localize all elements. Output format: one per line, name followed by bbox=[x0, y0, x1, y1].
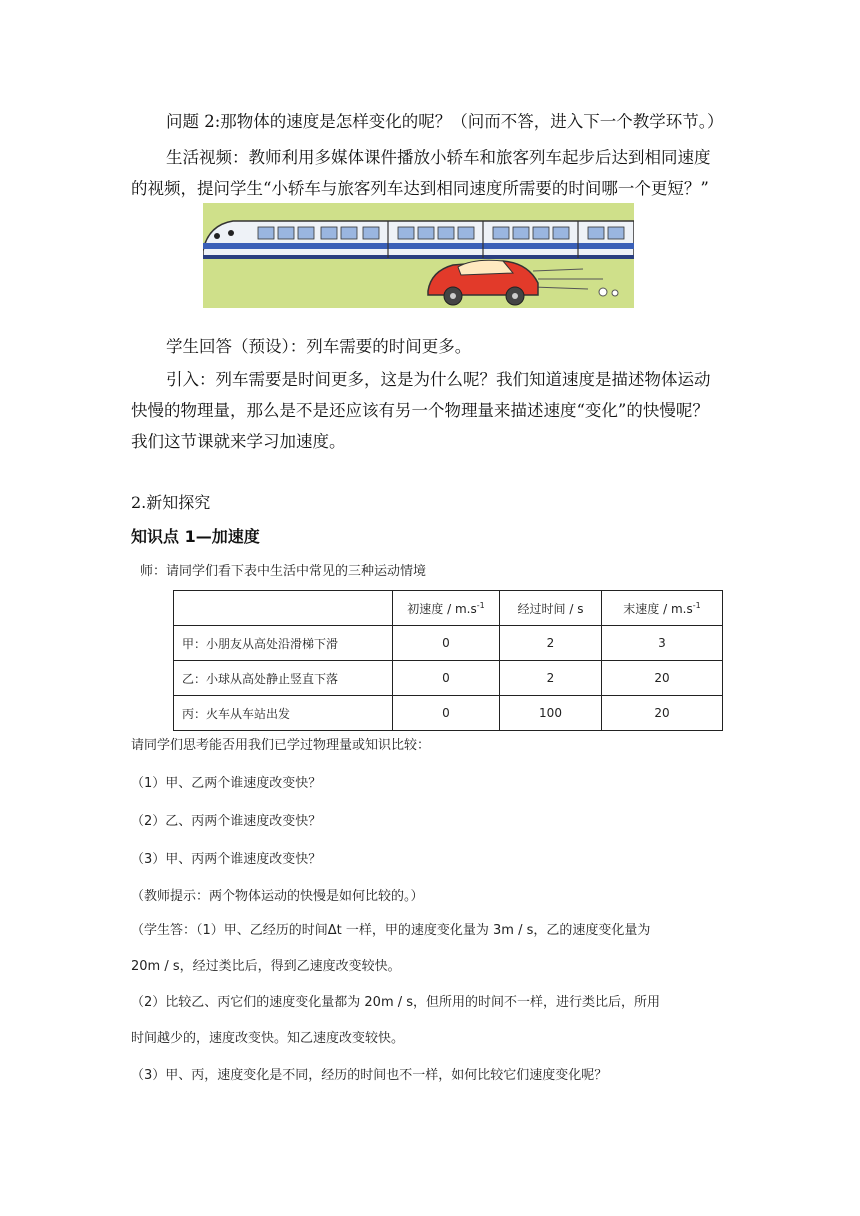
table-cell: 0 bbox=[393, 661, 500, 696]
questions-prompt: 请同学们思考能否用我们已学过物理量或知识比较： bbox=[131, 738, 431, 753]
lead-line-2: 快慢的物理量，那么是不是还应该有另一个物理量来描述速度“变化”的快慢呢？ bbox=[131, 401, 709, 420]
table-header-cell: 初速度 / $m.s^{-1}$ bbox=[393, 591, 500, 626]
table-cell: 20 bbox=[602, 661, 723, 696]
table-cell: 乙：小球从高处静止竖直下落 bbox=[174, 661, 393, 696]
lead-line-1: 引入：列车需要是时间更多，这是为什么呢？我们知道速度是描述物体运动 bbox=[166, 370, 711, 389]
question-2: 问题 2:那物体的速度是怎样变化的呢？（问而不答，进入下一个教学环节。） bbox=[166, 112, 724, 131]
lead-line-3: 我们这节课就来学习加速度。 bbox=[131, 432, 346, 451]
answer-1-line-1: （学生答：（1）甲、乙经历的时间Δt 一样，甲的速度变化量为 3m / s，乙的速度变化量为 bbox=[131, 923, 651, 938]
answer-2-line-2: 时间越少的，速度改变快。知乙速度改变较快。 bbox=[131, 1031, 405, 1046]
answer-3: （3）甲、丙，速度变化是不同，经历的时间也不一样，如何比较它们速度变化呢？ bbox=[131, 1068, 608, 1083]
table-cell: 甲：小朋友从高处沿滑梯下滑 bbox=[174, 626, 393, 661]
motion-table bbox=[173, 590, 723, 731]
question-1: （1）甲、乙两个谁速度改变快？ bbox=[131, 776, 322, 791]
table-cell: 3 bbox=[602, 626, 723, 661]
video-line-1: 生活视频：教师利用多媒体课件播放小轿车和旅客列车起步后达到相同速度 bbox=[166, 148, 711, 167]
teacher-instruction: 师：请同学们看下表中生活中常见的三种运动情境 bbox=[140, 564, 427, 579]
table-cell: 20 bbox=[602, 696, 723, 731]
table-cell: 丙：火车从车站出发 bbox=[174, 696, 393, 731]
answer-2-line-1: （2）比较乙、丙它们的速度变化量都为 20m / s，但所用的时间不一样，进行类比后，所用 bbox=[131, 995, 661, 1010]
question-3: （3）甲、丙两个谁速度改变快？ bbox=[131, 852, 322, 867]
section-title: 2.新知探究 bbox=[131, 493, 211, 512]
table-header-cell bbox=[174, 591, 393, 626]
table-cell: 0 bbox=[393, 696, 500, 731]
table-cell: 2 bbox=[500, 626, 602, 661]
question-2b: （2）乙、丙两个谁速度改变快？ bbox=[131, 814, 322, 829]
knowledge-point-title: 知识点 1—加速度 bbox=[131, 527, 260, 546]
train-car-illustration bbox=[203, 203, 634, 308]
table-cell: 100 bbox=[500, 696, 602, 731]
student-answer: 学生回答（预设）：列车需要的时间更多。 bbox=[166, 337, 472, 356]
table-header-row bbox=[174, 591, 723, 626]
table-row bbox=[174, 661, 723, 696]
train-car-drawing bbox=[203, 203, 634, 308]
answer-1-line-2: 20m / s，经过类比后，得到乙速度改变较快。 bbox=[131, 959, 401, 974]
teacher-hint: （教师提示：两个物体运动的快慢是如何比较的。） bbox=[131, 889, 424, 904]
table-cell: 2 bbox=[500, 661, 602, 696]
table-header-cell: 末速度 / $m.s^{-1}$ bbox=[602, 591, 723, 626]
video-line-2: 的视频，提问学生“小轿车与旅客列车达到相同速度所需要的时间哪一个更短？” bbox=[131, 179, 709, 198]
table-row bbox=[174, 696, 723, 731]
table-row bbox=[174, 626, 723, 661]
table-header-cell: 经过时间 / s bbox=[500, 591, 602, 626]
table-cell: 0 bbox=[393, 626, 500, 661]
